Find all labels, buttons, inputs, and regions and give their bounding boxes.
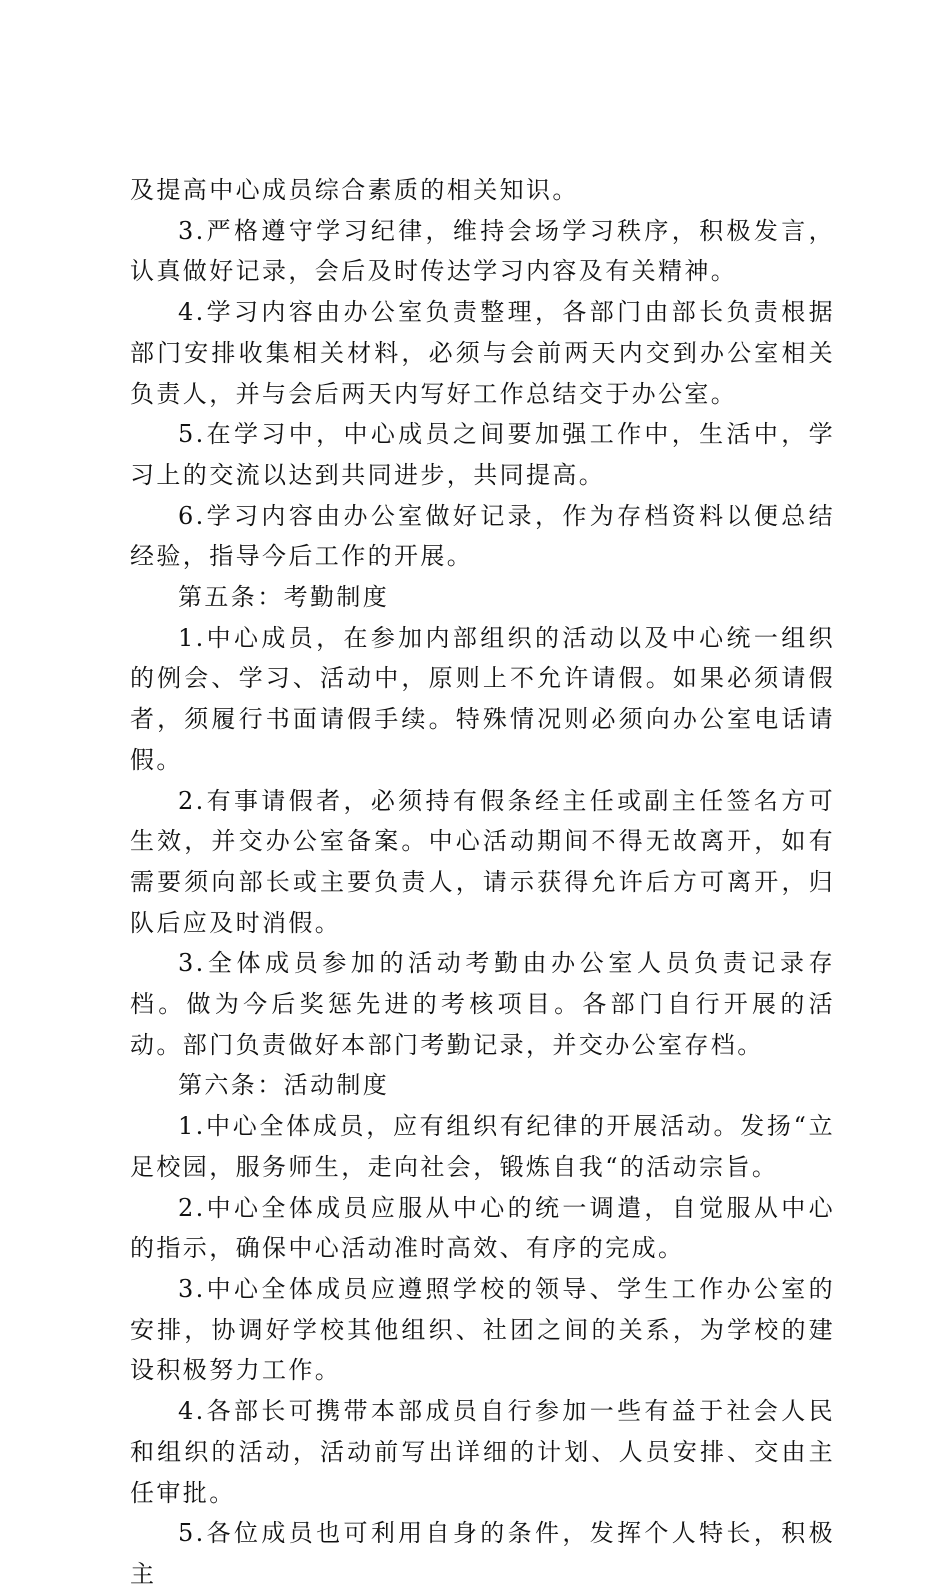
paragraph-activity-item-4: 4.各部长可携带本部成员自行参加一些有益于社会人民和组织的活动，活动前写出详细的计划、人员安排、交由主任审批。 [130,1397,835,1507]
paragraph-attendance-item-2: 2.有事请假者，必须持有假条经主任或副主任签名方可生效，并交办公室备案。中心活动期间不得无故离开，如有需要须向部长或主要负责人，请示获得允许后方可离开，归队后应及时消假。 [130,786,835,937]
document-body [130,170,835,1595]
paragraph-study-item-5: 5.在学习中，中心成员之间要加强工作中，生活中，学习上的交流以达到共同进步，共同提高。 [130,420,835,489]
paragraph-activity-item-5: 5.各位成员也可利用自身的条件，发挥个人特长，积极主 [130,1519,835,1588]
section-heading-article-5: 第五条：考勤制度 [178,583,390,612]
section-heading-article-6: 第六条：活动制度 [178,1071,390,1100]
paragraph-study-item-4: 4.学习内容由办公室负责整理，各部门由部长负责根据部门安排收集相关材料，必须与会前两天内交到办公室相关负责人，并与会后两天内写好工作总结交于办公室。 [130,298,835,408]
paragraph-activity-item-2: 2.中心全体成员应服从中心的统一调遣，自觉服从中心的指示，确保中心活动准时高效、有序的完成。 [130,1193,835,1263]
paragraph-attendance-item-1: 1.中心成员，在参加内部组织的活动以及中心统一组织的例会、学习、活动中，原则上不允许请假。如果必须请假者，须履行书面请假手续。特殊情况则必须向办公室电话请假。 [130,623,835,774]
paragraph-attendance-item-3: 3.全体成员参加的活动考勤由办公室人员负责记录存档。做为今后奖惩先进的考核项目。各部门自行开展的活动。部门负责做好本部门考勤记录，并交办公室存档。 [130,949,835,1059]
paragraph-activity-item-1: 1.中心全体成员，应有组织有纪律的开展活动。发扬“立足校园，服务师生，走向社会，锻炼自我“的活动宗旨。 [130,1112,835,1181]
paragraph-study-item-3: 3.严格遵守学习纪律，维持会场学习秩序，积极发言，认真做好记录，会后及时传达学习内容及有关精神。 [130,216,835,286]
paragraph-continuation: 及提高中心成员综合素质的相关知识。 [130,176,579,204]
paragraph-activity-item-3: 3.中心全体成员应遵照学校的领导、学生工作办公室的安排，协调好学校其他组织、社团之间的关系，为学校的建设积极努力工作。 [130,1274,835,1385]
paragraph-study-item-6: 6.学习内容由办公室做好记录，作为存档资料以便总结经验，指导今后工作的开展。 [130,501,835,571]
